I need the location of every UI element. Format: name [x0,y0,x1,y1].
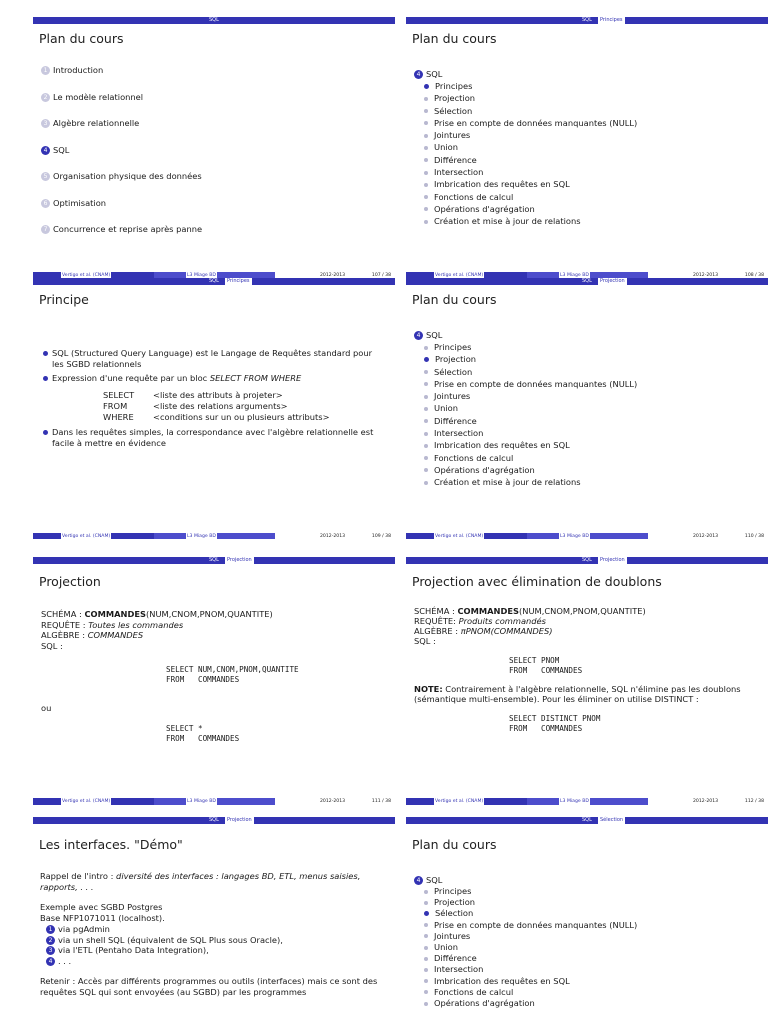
slide-principe [33,278,395,540]
slide-header-bar: SQL Principes [33,278,395,285]
toc-subitem: Intersection [424,166,762,178]
toc-item [41,92,389,103]
slide-interfaces [33,817,395,1024]
slide-plan-general [33,17,395,279]
slide-header-bar: SQL Projection [406,278,768,285]
projection-body: SCHÉMA : COMMANDES(NUM,CNOM,PNOM,QUANTITE) REQUÊTE : Toutes les commandes ALGÈBRE : COMMANDES SQL : SELECT NUM,CNOM,PNOM,QUANTITE FROM COMMANDES ou SELECT * FROM COMMANDES [41,609,389,744]
slide-header-bar [33,17,395,24]
slide-header-bar: SQL Projection [406,557,768,564]
toc-item [41,145,389,156]
sql-skeleton: SELECT <liste des attributs à projeter> FROM <liste des relations arguments> WHERE <conditions sur un ou plusieurs attributs> [103,390,330,422]
toc-number: 3 [41,119,50,128]
toc-number: 7 [41,225,50,234]
toc-label: Le modèle relationnel [53,91,144,102]
toc-number: 1 [41,66,50,75]
slide-plan-principes [406,17,768,279]
slide-footer: Vertigo et al. (CNAM) L3 Miage BD 2012-2013 108 / 38 [406,272,768,279]
sql-query: SELECT NUM,CNOM,PNOM,QUANTITE FROM COMMANDES [166,665,299,684]
footer-author: Vertigo et al. (CNAM) [62,273,111,278]
slide-title: Principe [39,292,89,307]
toc-item [41,198,389,209]
toc-subitem: Jointures [424,129,762,141]
toc-label: Concurrence et reprise après panne [53,224,203,234]
toc-list [41,65,389,251]
interfaces-body: Rappel de l'intro : diversité des interfaces : langages BD, ETL, menus saisies, rapports, . . . Exemple avec SGBD Postgres Base NFP1071011 (localhost). 1 via pgAdmin 2 via un shell SQL (équivalent de SQL Plus sous Oracle), 3 via l'ETL (Pentaho Data Integration), 4 . . . Retenir : Accès par différents programmes ou outils (interfaces) mais ce sont des requêtes SQL qui sont envoyées (au SGBD) par les programmes [40,871,389,997]
toc-number: 6 [41,199,50,208]
slide-projection-distinct [406,539,768,804]
slide-header-bar: SQL Sélection [406,817,768,824]
toc-subitem: Principes [424,80,762,92]
bullet-item: Dans les requêtes simples, la correspondance avec l'algèbre relationnelle est facile à mettre en évidence [41,427,375,449]
toc-subitem: Fonctions de calcul [424,191,762,203]
footer-course: L3 Miage BD [187,273,216,278]
principe-body [41,348,375,452]
toc-label: Optimisation [53,197,107,208]
toc-subitem: Prise en compte de données manquantes (NULL) [424,117,762,129]
slide-projection [33,539,395,804]
slide-header-bar: SQL Projection [33,557,395,564]
sql-toc [414,69,762,228]
toc-subitem: Opérations d'agrégation [424,203,762,215]
footer-page: 107 / 38 [371,273,391,278]
toc-subitem: Projection [424,92,762,104]
slide-title: Projection [39,574,101,589]
toc-label: SQL [426,69,443,79]
toc-label: Algèbre relationnelle [53,118,140,128]
sql-toc: 4 SQL Principes Projection Sélection Prise en compte de données manquantes (NULL) Jointures Union Différence Intersection Imbrication des requêtes en SQL Fonctions de calcul Opérations d'agrégation [414,875,762,1009]
toc-label: Introduction [53,65,104,75]
sql-query: SELECT PNOM FROM COMMANDES [509,656,583,675]
slide-footer: Vertigo et al. (CNAM) L3 Miage BD 2012-2013 110 / 38 [406,533,768,540]
section-label: SQL [209,17,219,23]
toc-subitem: Différence [424,154,762,166]
footer-page: 108 / 38 [744,273,764,278]
toc-subitem: Imbrication des requêtes en SQL [424,178,762,190]
slide-title: Projection avec élimination de doublons [412,574,662,589]
toc-subitem: Union [424,141,762,153]
slide-title: Plan du cours [412,292,497,307]
interfaces-list: 1 via pgAdmin 2 via un shell SQL (équivalent de SQL Plus sous Oracle), 3 via l'ETL (Pentaho Data Integration), 4 . . . [46,924,389,966]
sql-query: SELECT DISTINCT PNOM FROM COMMANDES [509,714,601,733]
slide-plan-projection [406,278,768,540]
toc-item [41,65,389,76]
sql-query: SELECT * FROM COMMANDES [166,723,240,743]
subsection-label: Principes [600,17,623,23]
slide-title: Plan du cours [412,31,497,46]
section-label: SQL [582,17,592,23]
toc-number: 4 [414,70,423,79]
footer-year: 2012-2013 [320,273,346,278]
slide-header-bar [406,17,768,24]
toc-subitem: Création et mise à jour de relations [424,215,762,227]
bullet-item: SQL (Structured Query Language) est le Langage de Requêtes standard pour les SGBD relationnels [41,348,375,370]
slide-footer: Vertigo et al. (CNAM) L3 Miage BD 2012-2013 109 / 38 [33,533,395,540]
toc-section [414,69,762,80]
slide-footer: Vertigo et al. (CNAM) L3 Miage BD 2012-2013 111 / 38 [33,798,395,805]
sql-toc: 4 SQL Principes Projection Sélection Prise en compte de données manquantes (NULL) Jointures Union Différence Intersection Imbrication des requêtes en SQL Fonctions de calcul Opérations d'agrégation Création et mise à jour de relations [414,330,762,489]
slide-title: Les interfaces. "Démo" [39,837,183,852]
slide-title: Plan du cours [412,837,497,852]
toc-number: 4 [41,146,50,155]
toc-number: 5 [41,172,50,181]
slide-plan-selection [406,817,768,1024]
toc-label: Organisation physique des données [53,171,202,181]
projection2-body: SCHÉMA : COMMANDES(NUM,CNOM,PNOM,QUANTITE) REQUÊTE: Produits commandés ALGÈBRE : πPNOM(COMMANDES) SQL : SELECT PNOM FROM COMMANDES NOTE: Contrairement à l'algèbre relationnelle, SQL n'élimine pas les doublons (sémantique multi-ensemble). Pour les éliminer on utilise DISTINCT : SELECT DISTINCT PNOM FROM COMMANDES [414,606,762,734]
toc-label: SQL [53,144,70,155]
toc-item [41,171,389,182]
slide-title: Plan du cours [39,31,124,46]
toc-item [41,224,389,235]
toc-subitem: Sélection [424,105,762,117]
slide-footer: Vertigo et al. (CNAM) L3 Miage BD 2012-2013 112 / 38 [406,798,768,805]
bullet-item: Expression d'une requête par un bloc SELECT FROM WHERE [41,373,375,384]
toc-number: 2 [41,93,50,102]
toc-item [41,118,389,129]
slide-header-bar: SQL Projection [33,817,395,824]
